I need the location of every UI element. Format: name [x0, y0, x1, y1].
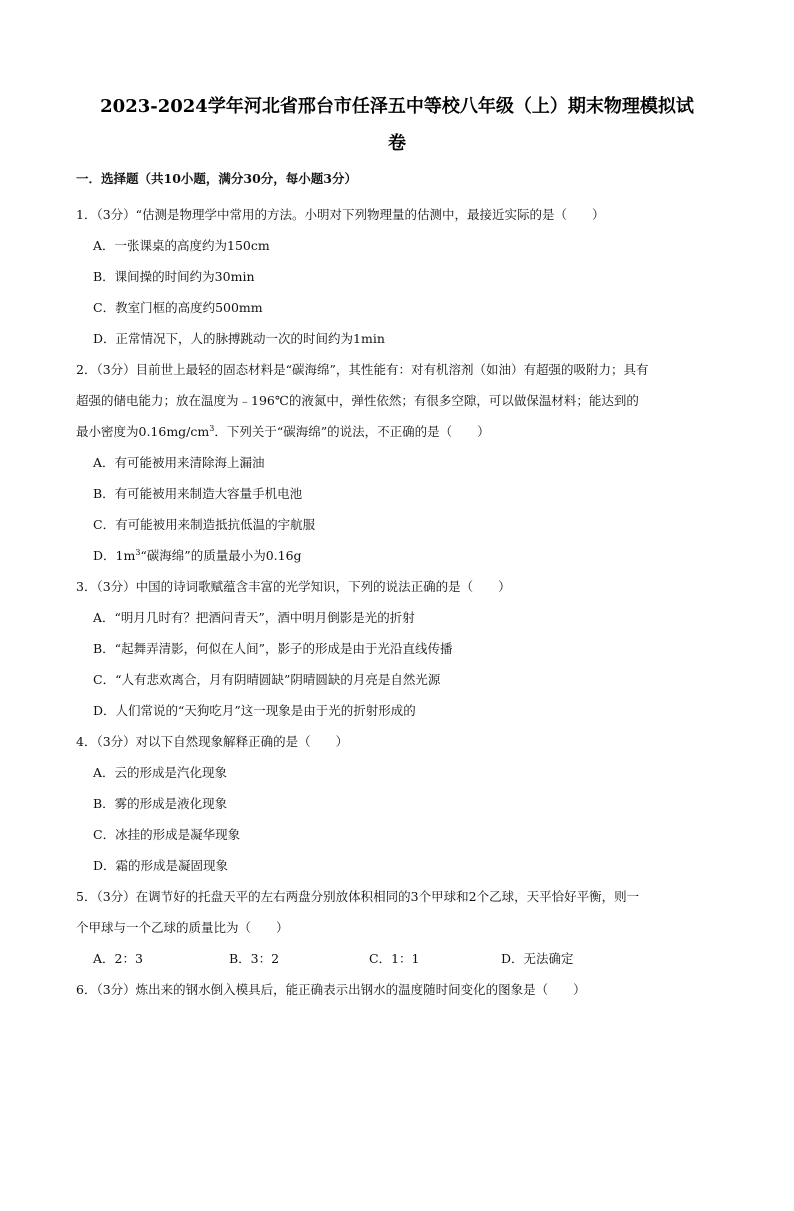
- question-5: [76, 881, 718, 974]
- stem-tail-text: ．下列关于“碳海绵”的说法，不正确的是（ ）: [214, 424, 490, 439]
- option-a: A．有可能被用来清除海上漏油: [93, 455, 265, 470]
- question-stem-line2: 个甲球与一个乙球的质量比为（ ）: [76, 920, 289, 935]
- option-c: C．冰挂的形成是凝华现象: [93, 827, 241, 842]
- option-c: C．“人有悲欢离合，月有阴晴圆缺”阴晴圆缺的月亮是自然光源: [93, 672, 441, 687]
- question-1: [76, 199, 718, 354]
- option-d: D．正常情况下，人的脉搏跳动一次的时间约为1min: [93, 331, 385, 346]
- density-text: 最小密度为0.16mg/cm: [76, 424, 210, 439]
- option-c: C．教室门框的高度约500mm: [93, 300, 263, 315]
- question-stem: 4．（3分）对以下自然现象解释正确的是（ ）: [76, 734, 349, 749]
- exam-page: [0, 88, 794, 1211]
- question-stem: 6．（3分）炼出来的钢水倒入模具后，能正确表示出钢水的温度随时间变化的图象是（ ）: [76, 982, 586, 997]
- question-6: [76, 974, 718, 1005]
- option-b: B．雾的形成是液化现象: [93, 796, 228, 811]
- option-b: B．“起舞弄清影，何似在人间”，影子的形成是由于光沿直线传播: [93, 641, 453, 656]
- option-d: D．无法确定: [501, 951, 574, 966]
- option-a: A．“明月几时有？把酒问青天”，酒中明月倒影是光的折射: [93, 610, 415, 625]
- question-2: [76, 354, 718, 571]
- option-c: C．1：1: [369, 951, 420, 966]
- question-stem: 1．（3分）“估测是物理学中常用的方法。小明对下列物理量的估测中，最接近实际的是（ ）: [76, 207, 605, 222]
- option-d: [76, 540, 718, 571]
- question-stem-line1: 2．（3分）目前世上最轻的固态材料是“碳海绵”，其性能有：对有机溶剂（如油）有超强的吸附力；具有: [76, 362, 649, 377]
- option-a: A．2：3: [93, 951, 143, 966]
- cubic-superscript: 3: [209, 423, 215, 433]
- question-stem-line1: 5．（3分）在调节好的托盘天平的左右两盘分别放体积相同的3个甲球和2个乙球，天平恰好平衡，则一: [76, 889, 640, 904]
- option-d: D．人们常说的“天狗吃月”这一现象是由于光的折射形成的: [93, 703, 416, 718]
- question-stem-line2: 超强的储电能力；放在温度为﹣196℃的液氮中，弹性依然；有很多空隙，可以做保温材料；能达到的: [76, 393, 639, 408]
- option-d-text: “碳海绵”的质量最小为0.16g: [140, 548, 302, 563]
- option-b: B．课间操的时间约为30min: [93, 269, 255, 284]
- exam-title: [76, 88, 718, 162]
- question-stem: 3．（3分）中国的诗词歌赋蕴含丰富的光学知识，下列的说法正确的是（ ）: [76, 579, 511, 594]
- option-a: A．云的形成是汽化现象: [93, 765, 228, 780]
- option-c: C．有可能被用来制造抵抗低温的宇航服: [93, 517, 316, 532]
- option-b: B．有可能被用来制造大容量手机电池: [93, 486, 303, 501]
- cubic-superscript: 3: [135, 547, 141, 557]
- option-d-prefix: D．1m: [93, 548, 136, 563]
- section-heading: 一．选择题（共10小题，满分30分，每小题3分）: [76, 171, 357, 186]
- options-row: [76, 943, 718, 974]
- question-3: [76, 571, 718, 726]
- exam-title-line2: 卷: [388, 133, 406, 154]
- option-a: A．一张课桌的高度约为150cm: [93, 238, 270, 253]
- option-b: B．3：2: [229, 951, 280, 966]
- exam-title-line1: 2023-2024学年河北省邢台市任泽五中等校八年级（上）期末物理模拟试: [100, 96, 694, 117]
- option-d: D．霜的形成是凝固现象: [93, 858, 229, 873]
- question-stem-line3: [76, 416, 718, 447]
- question-4: [76, 726, 718, 881]
